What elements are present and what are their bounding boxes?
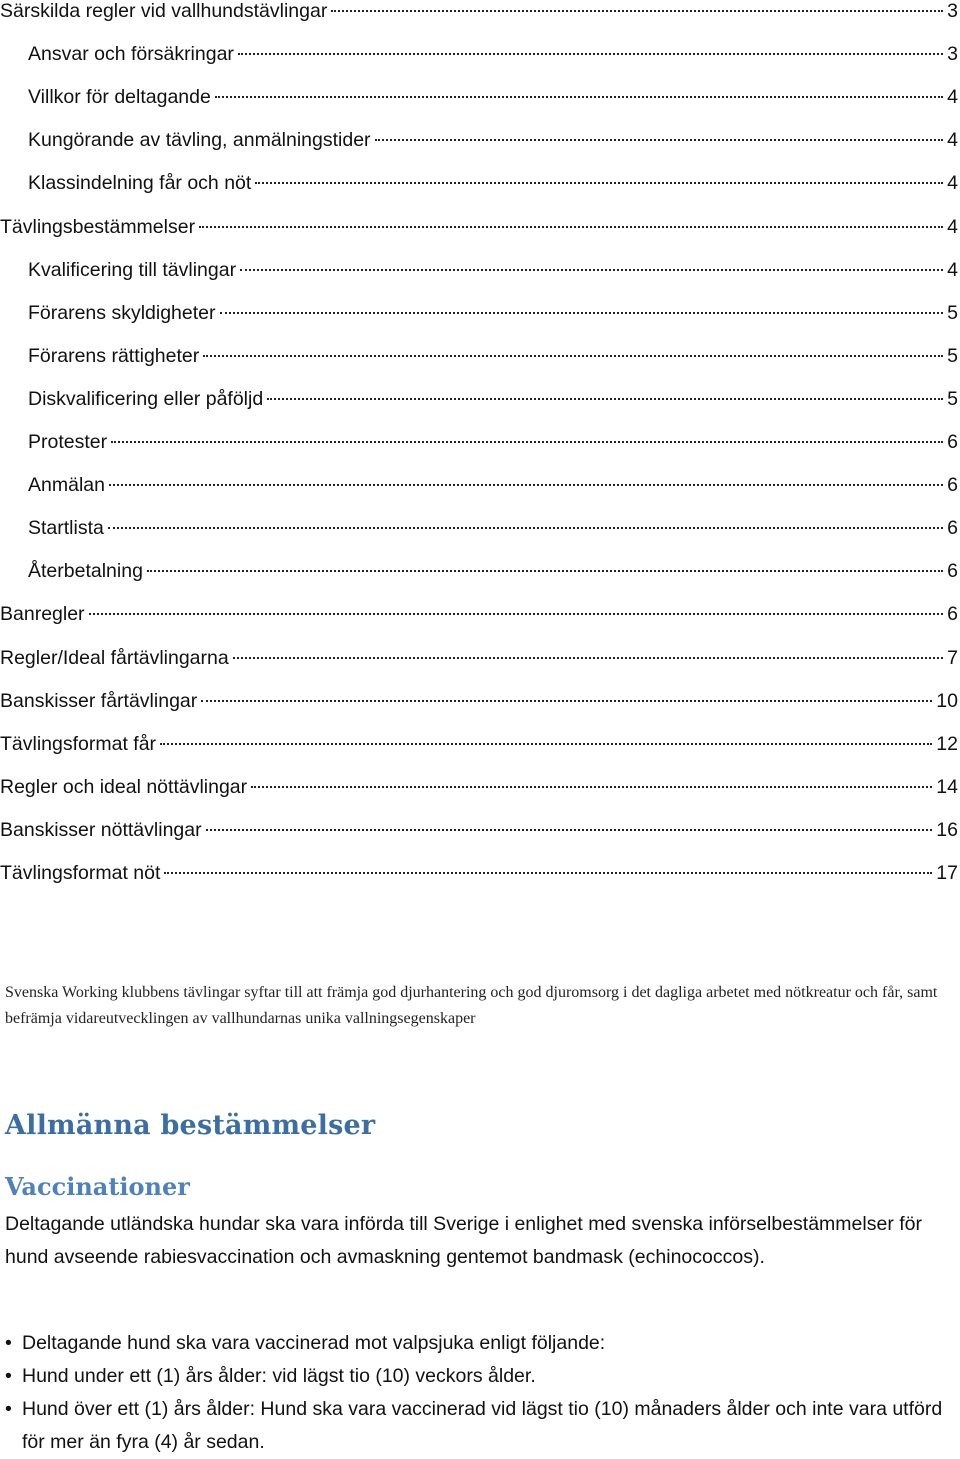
toc-entry-page: 5 xyxy=(947,387,958,410)
toc-entry[interactable] xyxy=(0,168,960,198)
toc-dot-leader xyxy=(215,96,943,98)
toc-entry[interactable] xyxy=(0,643,960,673)
toc-dot-leader xyxy=(238,53,943,55)
bullet-item: • Hund under ett (1) års ålder: vid lägst tio (10) veckors ålder. xyxy=(5,1360,955,1393)
toc-entry-title: Anmälan xyxy=(28,474,105,497)
toc-dot-leader xyxy=(111,441,943,443)
toc-entry-title: Återbetalning xyxy=(28,560,143,583)
toc-entry[interactable] xyxy=(0,82,960,112)
toc-entry-title: Villkor för deltagande xyxy=(28,86,211,109)
toc-entry[interactable] xyxy=(0,255,960,285)
toc-entry-page: 12 xyxy=(936,732,958,755)
toc-entry-page: 4 xyxy=(947,258,958,281)
toc-entry-title: Kungörande av tävling, anmälningstider xyxy=(28,129,371,152)
toc-entry-page: 10 xyxy=(936,689,958,712)
toc-entry-page: 5 xyxy=(947,301,958,324)
toc-entry[interactable] xyxy=(0,470,960,500)
toc-entry[interactable] xyxy=(0,298,960,328)
toc-entry-page: 3 xyxy=(947,0,958,22)
toc-entry-title: Banskisser fårtävlingar xyxy=(0,689,198,712)
toc-entry-title: Startlista xyxy=(28,517,104,540)
toc-entry-page: 6 xyxy=(947,560,958,583)
toc-entry-title: Banregler xyxy=(0,603,85,626)
toc-entry-title: Tävlingsbestämmelser xyxy=(0,215,196,238)
toc-entry-title: Särskilda regler vid vallhundstävlingar xyxy=(0,0,328,22)
toc-dot-leader xyxy=(89,613,944,615)
toc-entry[interactable] xyxy=(0,384,960,414)
toc-entry-page: 6 xyxy=(947,474,958,497)
toc-dot-leader xyxy=(267,398,943,400)
toc-entry-title: Tävlingsformat får xyxy=(0,732,157,755)
toc-entry-title: Tävlingsformat nöt xyxy=(0,862,161,884)
toc-entry[interactable] xyxy=(0,341,960,371)
intro-text: Svenska Working klubbens tävlingar syftar till att främja god djurhantering och god djuromsorg i det dagliga arbetet med nötkreatur och får, samt befrämja vidareutvecklingen av vallhundarnas unika vallningsegenskaper xyxy=(5,984,938,1027)
toc-entry-title: Förarens rättigheter xyxy=(28,344,200,367)
toc-entry[interactable] xyxy=(0,513,960,543)
toc-entry-page: 5 xyxy=(947,344,958,367)
toc-dot-leader xyxy=(233,657,943,659)
toc-entry-page: 14 xyxy=(936,775,958,798)
toc-dot-leader xyxy=(201,700,932,702)
toc-entry-page: 16 xyxy=(936,818,958,841)
vaccination-paragraph: Deltagande utländska hundar ska vara införda till Sverige i enlighet med svenska införselbestämmelser för hund avseende rabiesvaccination och avmaskning gentemot bandmask (echinococcos). xyxy=(5,1213,922,1268)
bullet-glyph: • xyxy=(5,1365,12,1387)
toc-dot-leader xyxy=(147,570,943,572)
toc-entry[interactable] xyxy=(0,427,960,457)
toc-dot-leader xyxy=(331,10,943,12)
toc-entry[interactable] xyxy=(0,599,960,629)
toc-entry[interactable] xyxy=(0,858,960,888)
toc-entry[interactable] xyxy=(0,815,960,845)
toc-entry-page: 17 xyxy=(936,862,958,884)
toc-dot-leader xyxy=(199,226,943,228)
bullet-glyph: • xyxy=(5,1398,12,1420)
toc-entry-page: 6 xyxy=(947,517,958,540)
toc-entry[interactable] xyxy=(0,125,960,155)
vaccination-bullet-list xyxy=(5,1327,955,1459)
toc-entry-title: Banskisser nöttävlingar xyxy=(0,818,202,841)
toc-dot-leader xyxy=(251,786,932,788)
toc-entry[interactable] xyxy=(0,39,960,69)
heading-allmanna-bestammelser: Allmänna bestämmelser xyxy=(5,1110,376,1141)
toc-entry-page: 6 xyxy=(947,431,958,453)
toc-dot-leader xyxy=(109,484,943,486)
toc-entry-title: Klassindelning får och nöt xyxy=(28,172,252,195)
toc-entry-title: Förarens skyldigheter xyxy=(28,301,216,324)
toc-entry[interactable] xyxy=(0,729,960,759)
toc-dot-leader xyxy=(255,182,943,184)
toc-entry-title: Regler och ideal nöttävlingar xyxy=(0,775,248,798)
toc-dot-leader xyxy=(240,269,943,271)
toc-entry-page: 4 xyxy=(947,172,958,195)
toc-entry-page: 4 xyxy=(947,86,958,109)
toc-entry-page: 7 xyxy=(947,646,958,669)
toc-entry-page: 4 xyxy=(947,215,958,238)
heading-vaccinationer: Vaccinationer xyxy=(5,1172,190,1201)
toc-dot-leader xyxy=(160,743,932,745)
toc-dot-leader xyxy=(220,312,944,314)
toc-dot-leader xyxy=(203,355,943,357)
toc-entry-title: Diskvalificering eller påföljd xyxy=(28,387,264,410)
toc-entry[interactable] xyxy=(0,556,960,586)
bullet-item: • Deltagande hund ska vara vaccinerad mot valpsjuka enligt följande: xyxy=(5,1327,955,1360)
toc-entry[interactable] xyxy=(0,686,960,716)
toc-dot-leader xyxy=(108,527,943,529)
toc-entry-page: 3 xyxy=(947,43,958,66)
toc-entry[interactable] xyxy=(0,0,960,26)
toc-dot-leader xyxy=(206,829,933,831)
toc-entry-title: Kvalificering till tävlingar xyxy=(28,258,237,281)
toc-dot-leader xyxy=(164,872,932,874)
toc-entry-title: Regler/Ideal fårtävlingarna xyxy=(0,646,229,669)
toc-entry-page: 6 xyxy=(947,603,958,626)
bullet-item: • Hund över ett (1) års ålder: Hund ska vara vaccinerad vid lägst tio (10) månaders ålder och inte vara utförd för mer än fyra (4) år sedan. xyxy=(5,1393,955,1459)
toc-entry[interactable] xyxy=(0,212,960,242)
toc-entry-page: 4 xyxy=(947,129,958,152)
toc-dot-leader xyxy=(375,139,944,141)
toc-entry-title: Ansvar och försäkringar xyxy=(28,43,234,66)
toc-entry[interactable] xyxy=(0,772,960,802)
toc-entry-title: Protester xyxy=(28,431,108,453)
bullet-glyph: • xyxy=(5,1332,12,1354)
